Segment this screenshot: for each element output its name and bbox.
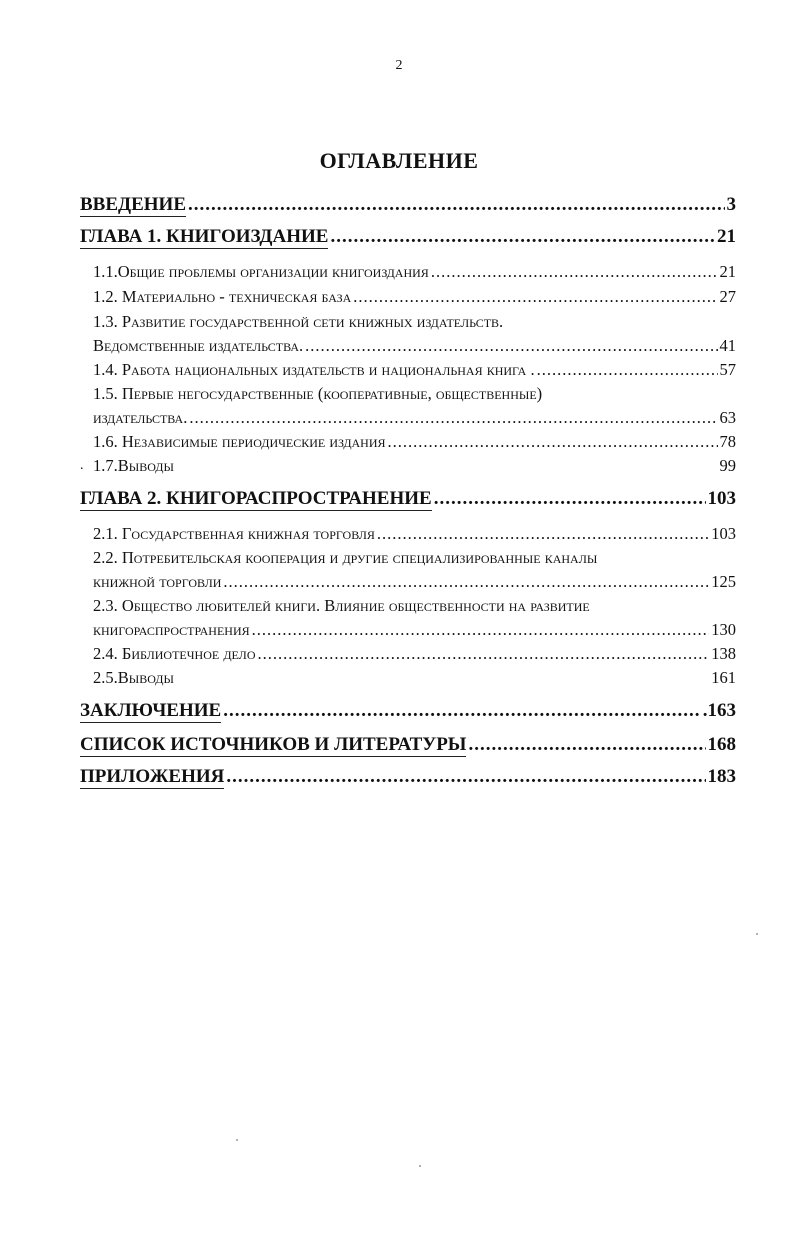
scan-speck bbox=[756, 933, 758, 935]
toc-title: ОГЛАВЛЕНИЕ bbox=[319, 148, 479, 173]
toc-entry-page: 103 bbox=[711, 524, 736, 543]
toc-entry-page: 183 bbox=[707, 766, 736, 787]
toc-entry-label: ВВЕДЕНИЕ bbox=[80, 194, 186, 215]
toc-entry-label: ЗАКЛЮЧЕНИЕ bbox=[80, 700, 222, 721]
dot-leader bbox=[189, 408, 717, 428]
toc-entry-label: 1.2. Материально - техническая база bbox=[93, 287, 352, 306]
toc-entry-page: 41 bbox=[719, 336, 736, 355]
toc-entry-label: 1.7.Выводы bbox=[93, 456, 174, 475]
toc-entry-label: ГЛАВА 2. КНИГОРАСПРОСТРАНЕНИЕ bbox=[80, 488, 432, 509]
dot-leader bbox=[468, 734, 705, 756]
toc-entry-page: 103 bbox=[707, 488, 736, 509]
toc-entry-label: издательства. bbox=[93, 408, 188, 427]
toc-entry-2-1[interactable] bbox=[93, 524, 736, 544]
toc-entry-1-6[interactable] bbox=[93, 432, 736, 452]
toc-entry-1-5-line1[interactable]: 1.5. Первые негосударственные (кооперативные, общественные) bbox=[93, 384, 543, 403]
toc-entry-page: 57 bbox=[719, 360, 736, 379]
toc-entry-2-2-line1[interactable]: 2.2. Потребительская кооперация и другие специализированные каналы bbox=[93, 548, 598, 567]
toc-entry-page: 78 bbox=[719, 432, 736, 451]
dot-leader bbox=[223, 572, 709, 592]
toc-entry-1-1[interactable] bbox=[93, 262, 736, 282]
toc-entry-label: 1.4. Работа национальных издательств и национальная книга . bbox=[93, 360, 535, 379]
toc-entry-label: ГЛАВА 1. КНИГОИЗДАНИЕ bbox=[80, 226, 329, 247]
scan-speck bbox=[419, 1165, 421, 1167]
toc-entry-chapter-2[interactable] bbox=[80, 488, 736, 511]
toc-entry-1-7[interactable] bbox=[93, 456, 736, 476]
toc-entry-1-4[interactable] bbox=[93, 360, 736, 380]
toc-entry-label: книгораспространения bbox=[93, 620, 250, 639]
toc-entry-label: 2.1. Государственная книжная торговля bbox=[93, 524, 375, 543]
dot-leader bbox=[434, 488, 706, 510]
toc-entry-appendices[interactable] bbox=[80, 766, 736, 789]
toc-entry-page: 130 bbox=[711, 620, 736, 639]
toc-entry-label: 1.1.Общие проблемы организации книгоиздания bbox=[93, 262, 429, 281]
dot-leader bbox=[377, 524, 709, 544]
toc-entry-1-3[interactable] bbox=[93, 336, 736, 356]
toc-entry-page: 138 bbox=[711, 644, 736, 663]
toc-entry-page: 21 bbox=[719, 262, 736, 281]
toc-entry-2-3-line1[interactable]: 2.3. Общество любителей книги. Влияние общественности на развитие bbox=[93, 596, 590, 615]
dot-leader bbox=[353, 287, 717, 307]
toc-entry-2-4[interactable] bbox=[93, 644, 736, 664]
toc-entry-label: книжной торговли bbox=[93, 572, 222, 591]
toc-entry-chapter-1[interactable] bbox=[80, 226, 736, 249]
toc-entry-label: СПИСОК ИСТОЧНИКОВ И ЛИТЕРАТУРЫ bbox=[80, 734, 467, 755]
toc-entry-page: .163 bbox=[702, 700, 736, 721]
toc-entry-conclusion[interactable] bbox=[80, 700, 736, 723]
stray-mark: . bbox=[80, 458, 84, 473]
toc-entry-page: 99 bbox=[719, 456, 736, 475]
dot-leader bbox=[305, 336, 717, 356]
toc-entry-1-2[interactable] bbox=[93, 287, 736, 307]
dot-leader bbox=[537, 360, 718, 380]
toc-entry-2-5[interactable] bbox=[93, 668, 736, 688]
toc-entry-introduction[interactable] bbox=[80, 194, 736, 217]
toc-entry-page: 161 bbox=[711, 668, 736, 687]
dot-leader bbox=[223, 700, 701, 722]
toc-entry-label: ПРИЛОЖЕНИЯ bbox=[80, 766, 225, 787]
toc-entry-label: Ведомственные издательства. bbox=[93, 336, 304, 355]
dot-leader bbox=[226, 766, 705, 788]
dot-leader bbox=[388, 432, 718, 452]
toc-entry-label: 2.5.Выводы bbox=[93, 668, 174, 687]
toc-entry-1-5[interactable] bbox=[93, 408, 736, 428]
toc-entry-page: 21 bbox=[717, 226, 736, 247]
toc-entry-sources[interactable] bbox=[80, 734, 736, 757]
toc-entry-2-2[interactable] bbox=[93, 572, 736, 592]
page-number: 2 bbox=[395, 58, 403, 73]
toc-entry-page: 3 bbox=[726, 194, 736, 215]
toc-entry-label: 2.4. Библиотечное дело bbox=[93, 644, 256, 663]
dot-leader bbox=[431, 262, 718, 282]
toc-entry-label: 1.6. Независимые периодические издания bbox=[93, 432, 386, 451]
toc-entry-page: 125 bbox=[711, 572, 736, 591]
toc-entry-1-3-line1[interactable]: 1.3. Развитие государственной сети книжных издательств. bbox=[93, 312, 504, 331]
toc-entry-page: 63 bbox=[719, 408, 736, 427]
toc-entry-page: 168 bbox=[707, 734, 736, 755]
dot-leader bbox=[188, 194, 725, 216]
dot-leader bbox=[330, 226, 715, 248]
dot-leader bbox=[252, 620, 710, 640]
dot-leader bbox=[258, 644, 710, 664]
toc-entry-page: 27 bbox=[719, 287, 736, 306]
toc-entry-2-3[interactable] bbox=[93, 620, 736, 640]
scan-speck bbox=[236, 1139, 238, 1141]
